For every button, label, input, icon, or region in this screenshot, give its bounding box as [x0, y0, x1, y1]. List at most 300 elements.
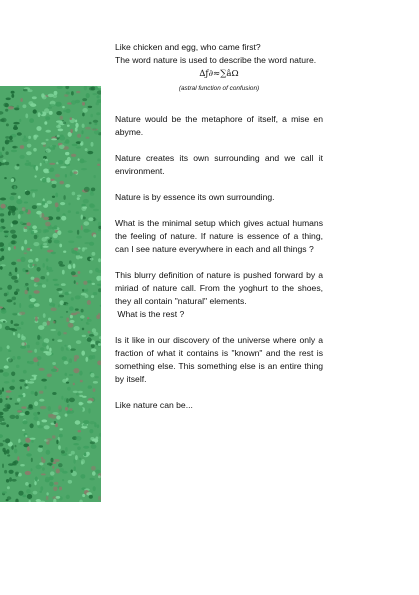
leaf-speck: [76, 282, 78, 284]
leaf-speck: [0, 163, 5, 165]
leaf-speck: [13, 332, 15, 335]
leaf-speck: [7, 486, 10, 489]
leaf-speck: [16, 327, 21, 330]
leaf-speck: [86, 230, 91, 232]
leaf-speck: [93, 486, 96, 491]
leaf-speck: [61, 396, 63, 400]
leaf-speck: [55, 202, 59, 207]
leaf-speck: [2, 448, 5, 452]
leaf-speck: [69, 320, 74, 323]
leaf-speck: [55, 102, 61, 107]
leaf-speck: [77, 195, 81, 197]
leaf-speck: [6, 396, 9, 399]
leaf-speck: [49, 111, 53, 115]
leaf-speck: [3, 440, 6, 442]
leaf-speck: [29, 262, 32, 267]
leaf-speck: [98, 475, 101, 478]
leaf-speck: [46, 177, 51, 182]
leaf-speck: [46, 279, 48, 282]
leaf-speck: [65, 152, 69, 155]
leaf-speck: [73, 459, 75, 464]
leaf-speck: [72, 250, 78, 254]
leaf-speck: [34, 401, 38, 406]
leaf-speck: [45, 130, 51, 133]
leaf-speck: [52, 196, 55, 198]
leaf-speck: [67, 404, 70, 407]
leaf-speck: [20, 98, 23, 102]
leaf-speck: [14, 324, 20, 327]
leaf-speck: [6, 449, 9, 454]
leaf-speck: [85, 148, 88, 151]
paragraph-universe: Is it like in our discovery of the universe where only a fraction of what it contains is "known" and the rest is something else. This something else is an entire thing by itself.: [115, 335, 323, 384]
leaf-speck: [48, 415, 51, 418]
leaf-speck: [24, 252, 27, 254]
leaf-speck: [31, 458, 33, 462]
leaf-speck: [26, 453, 32, 456]
leaf-speck: [44, 386, 46, 390]
leaf-speck: [91, 340, 96, 344]
leaf-speck: [63, 251, 66, 253]
leaf-speck: [68, 210, 71, 213]
leaf-speck: [22, 104, 26, 108]
leaf-speck: [48, 239, 52, 243]
leaf-speck: [71, 297, 74, 300]
leaf-speck: [58, 405, 61, 409]
leaf-speck: [5, 136, 9, 139]
leaf-speck: [97, 424, 100, 428]
leaf-speck: [83, 446, 89, 449]
leaf-speck: [96, 112, 100, 115]
leaf-speck: [81, 309, 84, 313]
leaf-speck: [25, 411, 30, 415]
leaf-speck: [65, 373, 68, 376]
leaf-speck: [8, 211, 11, 216]
leaf-speck: [93, 388, 96, 392]
leaf-speck: [44, 229, 49, 232]
leaf-speck: [91, 142, 94, 147]
leaf-speck: [34, 376, 37, 380]
leaf-speck: [56, 288, 62, 291]
leaf-speck: [58, 445, 61, 449]
leaf-speck: [66, 311, 68, 313]
green-leaf-texture-image: [0, 86, 101, 502]
leaf-speck: [36, 283, 42, 286]
leaf-speck: [18, 491, 23, 496]
leaf-speck: [78, 271, 81, 274]
leaf-speck: [51, 458, 54, 463]
leaf-speck: [81, 459, 85, 464]
leaf-speck: [64, 345, 66, 347]
leaf-speck: [29, 295, 32, 299]
leaf-speck: [86, 137, 90, 139]
leaf-speck: [71, 470, 73, 473]
leaf-speck: [0, 198, 6, 201]
leaf-speck: [3, 321, 6, 323]
paragraph-blurry-definition: This blurry definition of nature is pushed forward by a miriad of nature call. From the yoghurt to the shoes, they all contain "natural" elements.: [115, 270, 323, 306]
paragraph-like-nature: Like nature can be...: [115, 400, 193, 410]
leaf-speck: [5, 103, 9, 107]
leaf-speck: [9, 398, 12, 400]
leaf-speck: [20, 145, 24, 149]
leaf-speck: [86, 93, 90, 98]
leaf-speck: [59, 428, 62, 430]
leaf-speck: [19, 413, 25, 416]
leaf-speck: [47, 272, 50, 276]
leaf-speck: [82, 289, 84, 292]
leaf-speck: [25, 482, 29, 486]
paragraph-essence: Nature is by essence its own surrounding.: [115, 192, 275, 202]
leaf-speck: [89, 270, 93, 274]
leaf-speck: [79, 458, 81, 460]
intro-line-2: The word nature is used to describe the word nature.: [115, 55, 317, 65]
leaf-speck: [65, 407, 68, 411]
leaf-speck: [39, 462, 43, 465]
leaf-speck: [76, 146, 81, 148]
leaf-speck: [68, 230, 73, 233]
leaf-speck: [45, 351, 51, 355]
leaf-speck: [41, 276, 46, 279]
leaf-speck: [65, 184, 70, 188]
leaf-speck: [52, 412, 58, 415]
leaf-speck: [89, 478, 94, 481]
leaf-speck: [34, 278, 40, 283]
leaf-speck: [13, 302, 15, 305]
leaf-speck: [85, 127, 91, 130]
leaf-speck: [11, 91, 15, 94]
leaf-speck: [10, 196, 15, 200]
leaf-speck: [8, 140, 13, 143]
leaf-speck: [31, 468, 33, 471]
leaf-speck: [11, 206, 16, 210]
leaf-speck: [63, 195, 65, 200]
leaf-speck: [70, 315, 73, 319]
leaf-speck: [51, 138, 57, 140]
leaf-speck: [91, 188, 95, 192]
leaf-speck: [54, 240, 60, 244]
leaf-speck: [0, 422, 6, 425]
leaf-speck: [17, 132, 22, 136]
leaf-speck: [79, 402, 83, 406]
leaf-speck: [75, 308, 79, 310]
leaf-speck: [69, 306, 74, 310]
leaf-speck: [30, 249, 32, 251]
leaf-speck: [93, 209, 99, 212]
leaf-speck: [89, 421, 95, 424]
leaf-speck: [26, 151, 32, 155]
leaf-speck: [12, 356, 15, 360]
leaf-speck: [25, 386, 28, 389]
leaf-speck: [18, 196, 21, 199]
leaf-speck: [93, 234, 96, 237]
leaf-speck: [88, 331, 91, 334]
leaf-speck: [15, 415, 19, 419]
leaf-speck: [97, 158, 100, 161]
leaf-speck: [15, 267, 18, 272]
leaf-speck: [83, 420, 89, 424]
leaf-speck: [70, 408, 73, 410]
leaf-speck: [25, 380, 27, 384]
leaf-speck: [55, 174, 60, 178]
leaf-speck: [67, 387, 71, 391]
leaf-speck: [19, 303, 21, 308]
leaf-speck: [77, 446, 81, 450]
leaf-speck: [98, 496, 101, 501]
leaf-speck: [1, 219, 5, 223]
leaf-speck: [71, 100, 76, 104]
leaf-speck: [5, 326, 10, 330]
leaf-speck: [29, 118, 34, 123]
leaf-speck: [48, 406, 51, 411]
leaf-speck: [81, 130, 83, 134]
leaf-speck: [25, 435, 27, 438]
leaf-speck: [59, 295, 64, 298]
leaf-speck: [33, 242, 39, 246]
leaf-speck: [49, 476, 54, 480]
leaf-speck: [21, 336, 26, 340]
leaf-speck: [78, 430, 82, 432]
leaf-speck: [74, 326, 80, 331]
leaf-speck: [38, 229, 42, 233]
leaf-speck: [65, 160, 70, 165]
leaf-speck: [12, 146, 18, 149]
leaf-speck: [5, 162, 10, 165]
leaf-speck: [61, 283, 66, 286]
leaf-speck: [47, 201, 52, 205]
leaf-speck: [6, 424, 9, 427]
leaf-speck: [54, 482, 58, 485]
leaf-speck: [81, 215, 83, 220]
leaf-speck: [28, 101, 33, 105]
leaf-speck: [40, 163, 42, 166]
leaf-speck: [90, 373, 94, 378]
leaf-speck: [44, 425, 50, 429]
leaf-speck: [33, 135, 37, 140]
leaf-speck: [30, 189, 35, 191]
leaf-speck: [76, 91, 80, 94]
leaf-speck: [75, 295, 81, 299]
leaf-speck: [89, 495, 93, 499]
leaf-speck: [8, 106, 14, 109]
leaf-speck: [27, 345, 30, 348]
leaf-speck: [33, 109, 37, 113]
leaf-speck: [80, 159, 85, 164]
leaf-speck: [73, 264, 76, 269]
leaf-speck: [65, 414, 68, 417]
leaf-speck: [36, 342, 40, 346]
leaf-speck: [1, 309, 7, 314]
leaf-speck: [0, 204, 5, 209]
leaf-speck: [46, 492, 48, 495]
leaf-speck: [20, 221, 23, 224]
leaf-speck: [14, 460, 19, 464]
paragraph-environment: Nature creates its own surrounding and we call it environment.: [115, 153, 323, 176]
leaf-speck: [52, 184, 57, 188]
leaf-speck: [54, 225, 58, 229]
leaf-speck: [81, 168, 87, 170]
leaf-speck: [63, 454, 67, 456]
leaf-speck: [60, 316, 63, 318]
leaf-speck: [58, 463, 63, 467]
leaf-speck: [60, 202, 65, 205]
leaf-speck: [75, 455, 78, 460]
leaf-speck: [48, 94, 54, 98]
leaf-speck: [54, 421, 56, 424]
leaf-speck: [42, 201, 45, 206]
leaf-texture-icon: [0, 86, 101, 502]
leaf-speck: [76, 436, 82, 441]
leaf-speck: [97, 277, 99, 281]
leaf-speck: [84, 453, 87, 457]
leaf-speck: [18, 214, 21, 219]
leaf-speck: [22, 138, 28, 142]
leaf-speck: [12, 379, 15, 382]
leaf-speck: [15, 472, 19, 475]
leaf-speck: [19, 379, 24, 382]
leaf-speck: [46, 345, 49, 349]
leaf-speck: [42, 178, 47, 183]
leaf-speck: [14, 125, 17, 128]
leaf-speck: [49, 463, 51, 466]
leaf-speck: [91, 348, 96, 352]
leaf-speck: [17, 410, 22, 412]
leaf-speck: [7, 454, 10, 456]
leaf-speck: [23, 370, 27, 374]
leaf-speck: [82, 328, 84, 331]
leaf-speck: [57, 331, 61, 336]
leaf-speck: [83, 247, 88, 249]
leaf-speck: [43, 243, 47, 246]
leaf-speck: [4, 177, 7, 179]
formula: ∆ƒ∂≈∑âΩ: [199, 69, 239, 79]
leaf-speck: [25, 114, 28, 119]
leaf-speck: [80, 315, 85, 319]
leaf-speck: [0, 248, 4, 251]
leaf-speck: [16, 365, 20, 368]
leaf-speck: [32, 225, 37, 229]
leaf-speck: [49, 170, 53, 172]
leaf-speck: [22, 420, 27, 424]
leaf-speck: [49, 303, 55, 307]
leaf-speck: [68, 241, 74, 244]
leaf-speck: [39, 445, 43, 447]
leaf-speck: [45, 222, 51, 227]
leaf-speck: [70, 117, 72, 120]
leaf-speck: [18, 395, 23, 397]
leaf-speck: [6, 499, 9, 501]
leaf-speck: [66, 382, 69, 384]
leaf-speck: [39, 491, 42, 493]
leaf-speck: [71, 451, 75, 455]
leaf-speck: [92, 252, 96, 256]
leaf-speck: [1, 256, 4, 260]
leaf-speck: [11, 262, 16, 266]
leaf-speck: [20, 464, 25, 466]
leaf-speck: [92, 128, 96, 131]
leaf-speck: [52, 339, 54, 341]
leaf-speck: [89, 122, 92, 125]
leaf-speck: [92, 471, 96, 476]
leaf-speck: [33, 148, 37, 152]
leaf-speck: [40, 486, 43, 491]
leaf-speck: [25, 270, 28, 272]
leaf-speck: [15, 108, 19, 110]
leaf-speck: [73, 171, 77, 174]
leaf-speck: [66, 303, 68, 306]
leaf-speck: [86, 323, 89, 325]
leaf-speck: [25, 290, 28, 294]
leaf-speck: [4, 381, 10, 383]
leaf-speck: [81, 204, 85, 207]
leaf-speck: [74, 358, 77, 361]
leaf-speck: [40, 406, 46, 409]
leaf-speck: [58, 129, 64, 132]
leaf-speck: [67, 125, 70, 127]
leaf-speck: [74, 466, 76, 470]
leaf-speck: [42, 467, 45, 471]
leaf-speck: [61, 347, 64, 352]
leaf-speck: [43, 263, 45, 268]
leaf-speck: [9, 272, 11, 274]
leaf-speck: [94, 175, 96, 178]
leaf-speck: [21, 321, 24, 325]
leaf-speck: [16, 199, 22, 204]
leaf-speck: [34, 481, 36, 485]
leaf-speck: [63, 332, 67, 334]
leaf-speck: [15, 445, 17, 448]
leaf-speck: [67, 411, 71, 414]
leaf-speck: [90, 114, 93, 118]
leaf-speck: [46, 258, 49, 261]
leaf-speck: [42, 342, 47, 347]
leaf-speck: [50, 237, 52, 239]
intro-line-1: Like chicken and egg, who came first?: [115, 42, 261, 52]
leaf-speck: [71, 313, 77, 316]
leaf-speck: [14, 449, 17, 454]
leaf-speck: [25, 471, 31, 475]
leaf-speck: [51, 181, 56, 185]
leaf-speck: [24, 202, 28, 204]
leaf-speck: [63, 122, 66, 125]
leaf-speck: [84, 187, 90, 192]
leaf-speck: [66, 92, 70, 95]
leaf-speck: [8, 350, 11, 352]
leaf-speck: [24, 240, 27, 245]
leaf-speck: [15, 403, 19, 405]
leaf-speck: [8, 358, 13, 362]
leaf-speck: [51, 252, 56, 255]
leaf-speck: [96, 102, 99, 105]
leaf-speck: [82, 108, 87, 113]
leaf-speck: [52, 392, 56, 395]
leaf-speck: [97, 95, 100, 98]
leaf-speck: [32, 205, 37, 209]
leaf-speck: [69, 358, 72, 363]
leaf-speck: [71, 154, 76, 157]
leaf-speck: [59, 136, 65, 141]
leaf-speck: [39, 368, 45, 371]
leaf-speck: [69, 374, 73, 376]
leaf-speck: [8, 247, 11, 251]
leaf-speck: [88, 385, 92, 388]
leaf-speck: [53, 487, 57, 492]
leaf-speck: [7, 285, 12, 290]
leaf-speck: [40, 347, 44, 351]
leaf-speck: [85, 357, 88, 362]
leaf-speck: [3, 372, 9, 377]
leaf-speck: [37, 356, 42, 360]
leaf-speck: [95, 376, 99, 378]
leaf-speck: [49, 482, 53, 487]
